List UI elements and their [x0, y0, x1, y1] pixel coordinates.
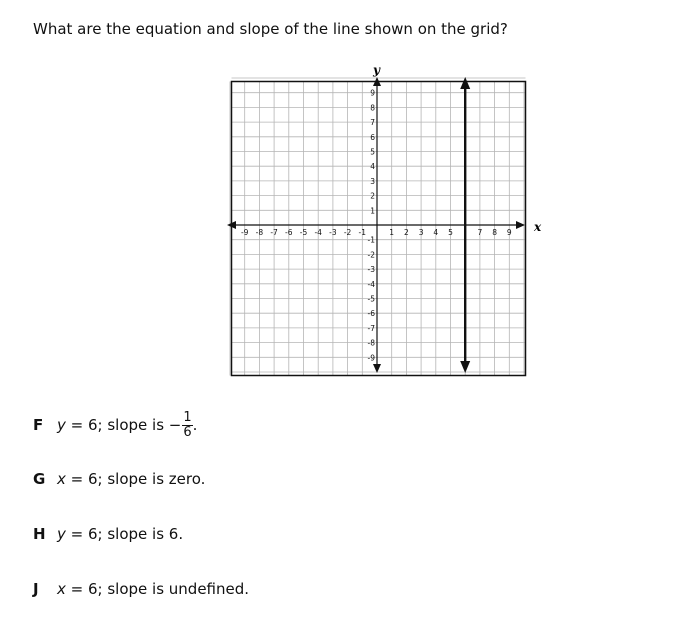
choice-variable: y	[57, 525, 66, 543]
y-tick-label: -9	[367, 353, 375, 363]
choice-variable: x	[57, 580, 66, 598]
answer-choice-g[interactable]	[33, 469, 205, 489]
x-tick-label: -2	[343, 228, 352, 237]
y-tick-label: 5	[370, 147, 375, 157]
choice-variable: y	[57, 416, 66, 434]
x-tick-label: -7	[270, 228, 278, 237]
y-tick-label: 6	[370, 132, 375, 142]
choice-variable: x	[57, 470, 66, 488]
x-tick-label: -1	[358, 228, 367, 237]
choice-letter: F	[33, 416, 44, 434]
y-tick-label: 8	[370, 103, 375, 113]
answer-choice-j[interactable]	[33, 579, 249, 599]
y-tick-label: -2	[367, 250, 375, 260]
fraction-denominator: 6	[183, 425, 192, 440]
y-tick-label: -6	[367, 309, 375, 319]
coordinate-grid	[222, 60, 552, 385]
y-tick-label: 2	[370, 191, 375, 201]
y-axis-label: y	[373, 63, 380, 77]
choice-letter: G	[33, 470, 46, 488]
x-tick-label: 7	[477, 228, 483, 237]
grid-lines	[230, 78, 526, 376]
choice-text: = 6; slope is undefined.	[65, 580, 250, 598]
x-tick-label: 8	[492, 228, 497, 237]
y-tick-label: 7	[370, 118, 375, 128]
answer-choice-h[interactable]	[33, 524, 183, 544]
y-tick-label: -1	[367, 235, 375, 245]
x-tick-label: 5	[448, 228, 453, 237]
y-tick-label: -8	[367, 338, 375, 348]
question-text: What are the equation and slope of the line shown on the grid?	[33, 20, 508, 38]
line-arrow-up	[460, 77, 470, 89]
x-tick-label: -5	[299, 228, 308, 237]
choice-text-end: .	[192, 416, 198, 434]
y-tick-label: -3	[367, 265, 375, 275]
y-tick-label: 4	[370, 162, 375, 172]
y-tick-label: -7	[367, 323, 375, 333]
x-tick-label: 9	[506, 228, 512, 237]
y-tick-label: 1	[370, 206, 375, 216]
fraction-numerator: 1	[183, 410, 192, 425]
choice-text: = 6; slope is zero.	[65, 470, 206, 488]
choice-text: = 6; slope is −	[65, 416, 182, 434]
x-tick-label: 3	[418, 228, 424, 237]
y-tick-label: 9	[370, 88, 375, 98]
x-tick-label: 2	[404, 228, 409, 237]
x-tick-label: -8	[255, 228, 264, 237]
x-tick-label: 1	[389, 228, 395, 237]
x-tick-label: -6	[285, 228, 293, 237]
x-tick-label: -9	[240, 228, 249, 237]
fraction	[182, 411, 192, 440]
choice-letter: J	[33, 580, 39, 598]
y-tick-label: 3	[370, 176, 375, 186]
x-tick-label: -3	[329, 228, 337, 237]
y-tick-label: -5	[367, 294, 375, 304]
choice-text: = 6; slope is 6.	[65, 525, 184, 543]
y-tick-label: -4	[367, 279, 375, 289]
line-arrow-down	[460, 361, 470, 373]
x-axis-label: x	[534, 220, 542, 234]
x-tick-label: 4	[433, 228, 439, 237]
answer-choice-f[interactable]	[33, 411, 197, 440]
choice-letter: H	[33, 525, 46, 543]
x-tick-label: -4	[314, 228, 322, 237]
